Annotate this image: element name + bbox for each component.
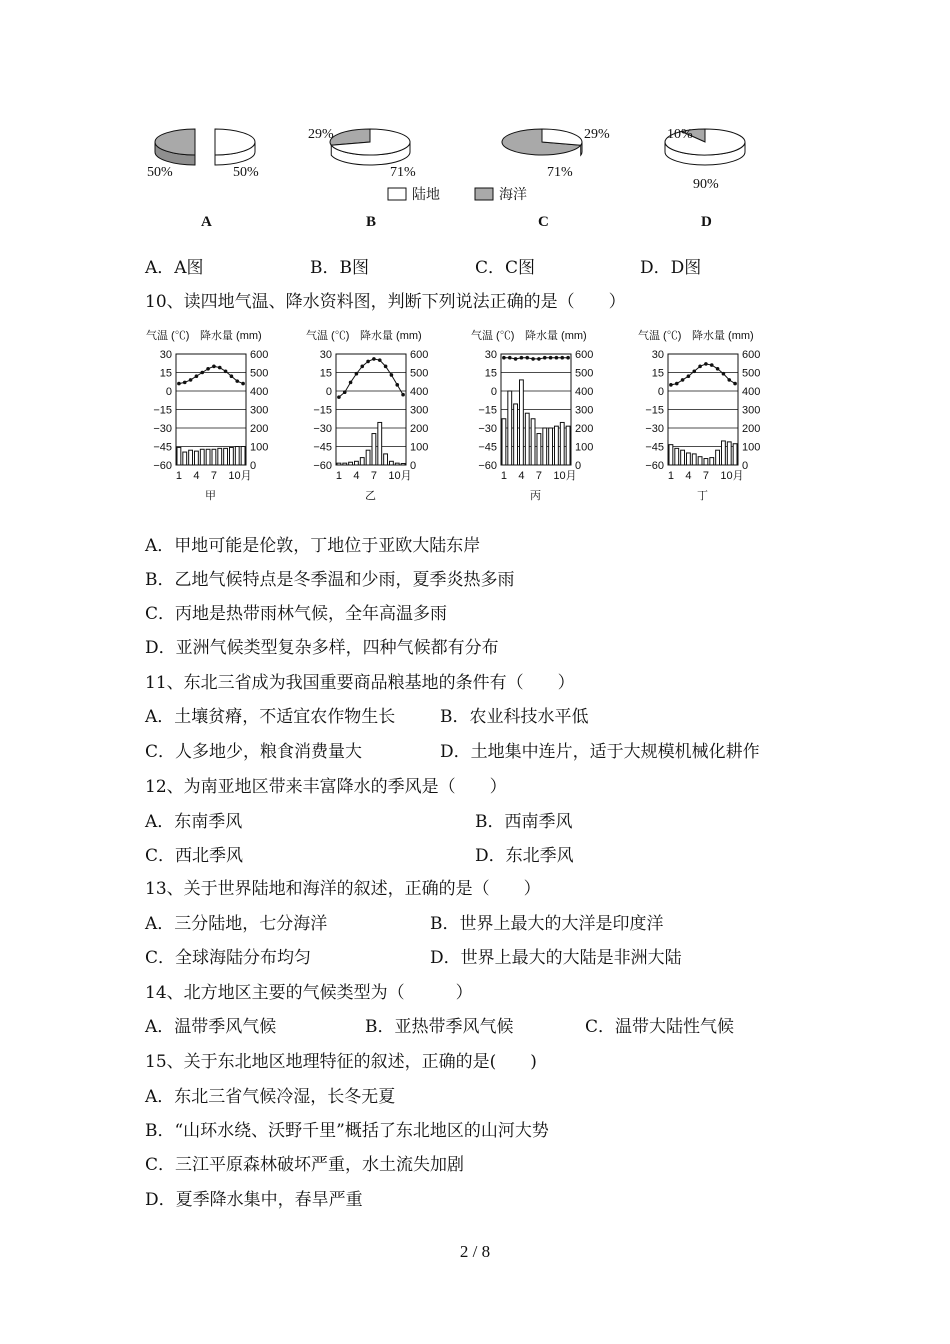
temp-point bbox=[722, 372, 726, 376]
pie-percent-label: 71% bbox=[390, 165, 416, 180]
q15-option-d: D．夏季降水集中，春旱严重 bbox=[145, 1190, 363, 1210]
precip-tick-label: 100 bbox=[410, 441, 429, 454]
precip-bar bbox=[681, 450, 685, 465]
temp-point bbox=[669, 383, 673, 387]
temp-point bbox=[349, 381, 353, 385]
temp-point bbox=[343, 390, 347, 394]
precip-bar bbox=[395, 463, 399, 465]
precip-tick-label: 500 bbox=[250, 367, 269, 380]
month-tick-label: 1 bbox=[175, 470, 183, 482]
temp-point bbox=[206, 367, 210, 371]
precip-tick-label: 400 bbox=[250, 386, 269, 398]
precip-bar bbox=[200, 449, 204, 465]
temp-point bbox=[520, 356, 524, 360]
temp-point bbox=[704, 362, 708, 366]
q10-option-b: B．乙地气候特点是冬季温和少雨，夏季炎热多雨 bbox=[145, 570, 515, 590]
temp-tick-label: 15 bbox=[484, 367, 497, 380]
temp-tick-label: 15 bbox=[319, 367, 332, 380]
temp-point bbox=[195, 374, 199, 378]
precip-bar bbox=[502, 419, 506, 465]
temp-point bbox=[378, 358, 382, 362]
month-tick-label: 7 bbox=[370, 470, 378, 482]
month-tick-label: 4 bbox=[518, 470, 525, 482]
precip-bar bbox=[337, 463, 341, 465]
temp-tick-label: 0 bbox=[490, 386, 497, 398]
q13-option-a: A．三分陆地，七分海洋 bbox=[145, 914, 328, 934]
month-tick-label: 7 bbox=[702, 470, 710, 482]
precip-bar bbox=[206, 449, 210, 465]
month-tick-label: 4 bbox=[193, 470, 200, 482]
precip-tick-label: 0 bbox=[250, 460, 257, 472]
temp-tick-label: −45 bbox=[313, 441, 332, 454]
temp-point bbox=[692, 369, 696, 373]
temp-point bbox=[537, 357, 541, 361]
precip-bar bbox=[230, 447, 234, 465]
q9-option-b: B．B图 bbox=[310, 258, 369, 278]
temp-tick-label: 0 bbox=[325, 386, 332, 398]
temp-point bbox=[360, 365, 364, 369]
precip-bar bbox=[390, 461, 394, 465]
precip-tick-label: 200 bbox=[410, 423, 429, 435]
temp-tick-label: −15 bbox=[313, 404, 332, 417]
q12-option-a: A．东南季风 bbox=[145, 812, 243, 832]
q14-stem: 14、北方地区主要的气候类型为（ ） bbox=[145, 983, 473, 1003]
q15-option-b: B．“山环水绕、沃野千里”概括了东北地区的山河大势 bbox=[145, 1121, 549, 1141]
month-tick-label: 1 bbox=[335, 470, 343, 482]
precip-bar bbox=[189, 450, 193, 465]
precip-bar bbox=[372, 434, 376, 465]
temp-tick-label: −60 bbox=[153, 460, 172, 472]
temp-point bbox=[337, 395, 341, 399]
temp-point bbox=[687, 374, 691, 378]
month-tick-label: 7 bbox=[210, 470, 218, 482]
temp-point bbox=[531, 357, 535, 361]
pie-land-slice bbox=[542, 129, 582, 145]
q13-option-d: D．世界上最大的大陆是非洲大陆 bbox=[430, 948, 682, 968]
precip-tick-label: 300 bbox=[410, 404, 429, 417]
temp-point bbox=[390, 373, 394, 377]
precip-bar bbox=[669, 445, 673, 465]
temp-point bbox=[212, 365, 216, 369]
precip-bar bbox=[549, 428, 553, 465]
pie-percent-label: 71% bbox=[547, 165, 573, 180]
pie-legend bbox=[388, 186, 527, 203]
precip-bar bbox=[360, 458, 364, 465]
precip-tick-label: 300 bbox=[250, 404, 269, 417]
precip-bar bbox=[183, 452, 187, 465]
q11-option-a: A．土壤贫瘠，不适宜农作物生长 bbox=[145, 707, 396, 727]
temp-line bbox=[179, 366, 243, 383]
legend-ocean-swatch bbox=[475, 188, 493, 200]
temp-point bbox=[675, 382, 679, 386]
precip-bar bbox=[733, 444, 737, 465]
month-tick-label: 10月 bbox=[720, 470, 744, 482]
month-tick-label: 10月 bbox=[388, 470, 412, 482]
chart-station-name: 丁 bbox=[697, 490, 708, 502]
precip-bar bbox=[543, 428, 547, 465]
precip-bar bbox=[710, 458, 714, 465]
pie-caption: A bbox=[201, 214, 212, 230]
temp-point bbox=[384, 365, 388, 369]
q10-stem: 10、读四地气温、降水资料图，判断下列说法正确的是（ ） bbox=[145, 292, 626, 312]
climate-chart-4 bbox=[638, 328, 760, 502]
temp-point bbox=[189, 378, 193, 382]
q9-option-c: C．C图 bbox=[475, 258, 536, 278]
q11-option-b: B．农业科技水平低 bbox=[440, 707, 589, 727]
temp-tick-label: −15 bbox=[645, 404, 664, 417]
precip-tick-label: 0 bbox=[410, 460, 417, 472]
precip-tick-label: 500 bbox=[742, 367, 761, 380]
temp-tick-label: 30 bbox=[484, 349, 497, 361]
temp-point bbox=[218, 366, 222, 370]
temp-axis-title: 气温 (℃) bbox=[471, 330, 515, 342]
climate-chart-2 bbox=[306, 328, 428, 502]
precip-tick-label: 400 bbox=[742, 386, 761, 398]
month-tick-label: 10月 bbox=[228, 470, 252, 482]
precip-axis-title: 降水量 (mm) bbox=[525, 330, 587, 342]
precip-bar bbox=[704, 459, 708, 465]
temp-point bbox=[710, 363, 714, 367]
temp-tick-label: 15 bbox=[651, 367, 664, 380]
q14-option-b: B．亚热带季风气候 bbox=[365, 1017, 514, 1037]
q10-option-a: A．甲地可能是伦敦，丁地位于亚欧大陆东岸 bbox=[145, 536, 481, 556]
q14-option-a: A．温带季风气候 bbox=[145, 1017, 277, 1037]
pie-chart-d bbox=[665, 127, 745, 230]
temp-tick-label: −45 bbox=[645, 441, 664, 454]
temp-point bbox=[241, 382, 245, 386]
month-tick-label: 4 bbox=[685, 470, 692, 482]
pie-percent-label: 10% bbox=[667, 127, 693, 142]
precip-bar bbox=[355, 461, 359, 465]
pie-chart-c bbox=[502, 127, 610, 230]
temp-point bbox=[224, 369, 228, 373]
pie-chart-b bbox=[308, 127, 416, 230]
land-ocean-pie-figure bbox=[130, 118, 770, 238]
precip-bar bbox=[241, 447, 245, 466]
pie-percent-label: 50% bbox=[147, 165, 173, 180]
temp-tick-label: −30 bbox=[153, 423, 172, 435]
precip-bar bbox=[727, 442, 731, 465]
precip-tick-label: 300 bbox=[742, 404, 761, 417]
precip-bar bbox=[235, 447, 239, 466]
temp-tick-label: −45 bbox=[478, 441, 497, 454]
precip-bar bbox=[555, 426, 559, 465]
precip-tick-label: 200 bbox=[742, 423, 761, 435]
temp-line bbox=[504, 358, 568, 359]
precip-tick-label: 100 bbox=[575, 441, 594, 454]
temp-line bbox=[671, 364, 735, 385]
precip-axis-title: 降水量 (mm) bbox=[692, 330, 754, 342]
q10-option-d: D．亚洲气候类型复杂多样，四种气候都有分布 bbox=[145, 638, 499, 658]
temp-point bbox=[366, 360, 370, 364]
precip-tick-label: 300 bbox=[575, 404, 594, 417]
q15-stem: 15、关于东北地区地理特征的叙述，正确的是( ) bbox=[145, 1052, 537, 1072]
precip-bar bbox=[212, 449, 216, 465]
precip-bar bbox=[675, 448, 679, 465]
pie-caption: C bbox=[538, 214, 549, 230]
temp-tick-label: −30 bbox=[478, 423, 497, 435]
temp-point bbox=[543, 356, 547, 360]
precip-tick-label: 200 bbox=[575, 423, 594, 435]
chart-station-name: 丙 bbox=[530, 490, 541, 502]
pie-caption: D bbox=[701, 214, 712, 230]
precip-tick-label: 0 bbox=[575, 460, 582, 472]
temp-tick-label: −30 bbox=[313, 423, 332, 435]
precip-bar bbox=[508, 391, 512, 465]
precip-bar bbox=[716, 450, 720, 465]
pie-percent-label: 29% bbox=[308, 127, 334, 142]
temp-tick-label: 15 bbox=[159, 367, 172, 380]
precip-tick-label: 0 bbox=[742, 460, 749, 472]
temp-point bbox=[716, 367, 720, 371]
q12-option-b: B．西南季风 bbox=[475, 812, 573, 832]
precip-tick-label: 600 bbox=[250, 349, 269, 361]
month-tick-label: 4 bbox=[353, 470, 360, 482]
chart-station-name: 甲 bbox=[205, 490, 216, 502]
precip-bar bbox=[401, 464, 405, 465]
precip-tick-label: 600 bbox=[575, 349, 594, 361]
temp-point bbox=[395, 383, 399, 387]
pie-percent-label: 50% bbox=[233, 165, 259, 180]
precip-bar bbox=[722, 441, 726, 465]
month-tick-label: 1 bbox=[667, 470, 675, 482]
chart-station-name: 乙 bbox=[365, 490, 376, 502]
precip-bar bbox=[537, 434, 541, 465]
temp-point bbox=[502, 356, 506, 360]
q10-option-c: C．丙地是热带雨林气候，全年高温多雨 bbox=[145, 604, 448, 624]
legend-land-swatch bbox=[388, 188, 406, 200]
precip-tick-label: 500 bbox=[575, 367, 594, 380]
climate-charts-figure bbox=[140, 325, 780, 510]
temp-point bbox=[508, 356, 512, 360]
temp-point bbox=[681, 378, 685, 382]
precip-bar bbox=[378, 422, 382, 465]
q11-stem: 11、东北三省成为我国重要商品粮基地的条件有（ ） bbox=[145, 673, 575, 693]
precip-bar bbox=[384, 454, 388, 465]
temp-point bbox=[698, 365, 702, 369]
q9-option-d: D．D图 bbox=[640, 258, 702, 278]
temp-axis-title: 气温 (℃) bbox=[638, 330, 682, 342]
q12-option-d: D．东北季风 bbox=[475, 846, 574, 866]
precip-axis-title: 降水量 (mm) bbox=[200, 330, 262, 342]
pie-caption: B bbox=[366, 214, 377, 230]
climate-chart-1 bbox=[146, 328, 268, 502]
temp-point bbox=[230, 374, 234, 378]
temp-point bbox=[727, 378, 731, 382]
temp-point bbox=[549, 356, 553, 360]
q11-option-c: C．人多地少，粮食消费量大 bbox=[145, 742, 363, 762]
q15-option-a: A．东北三省气候冷湿，长冬无夏 bbox=[145, 1087, 396, 1107]
temp-axis-title: 气温 (℃) bbox=[146, 330, 190, 342]
temp-tick-label: 0 bbox=[165, 386, 172, 398]
pie-percent-label: 90% bbox=[693, 177, 719, 192]
legend-ocean-label: 海洋 bbox=[499, 188, 527, 203]
temp-tick-label: −60 bbox=[645, 460, 664, 472]
precip-tick-label: 600 bbox=[410, 349, 429, 361]
temp-point bbox=[372, 357, 376, 361]
precip-tick-label: 500 bbox=[410, 367, 429, 380]
precip-tick-label: 200 bbox=[250, 423, 269, 435]
month-tick-label: 1 bbox=[500, 470, 508, 482]
pie-chart-a bbox=[147, 129, 259, 230]
page-number: 2 / 8 bbox=[459, 1242, 491, 1261]
temp-axis-title: 气温 (℃) bbox=[306, 330, 350, 342]
temp-point bbox=[566, 356, 570, 360]
precip-bar bbox=[520, 380, 524, 465]
precip-bar bbox=[692, 454, 696, 465]
temp-tick-label: −15 bbox=[478, 404, 497, 417]
legend-land-label: 陆地 bbox=[412, 188, 440, 203]
precip-bar bbox=[531, 419, 535, 465]
precip-axis-title: 降水量 (mm) bbox=[360, 330, 422, 342]
temp-tick-label: 30 bbox=[651, 349, 664, 361]
temp-line bbox=[339, 359, 403, 397]
precip-bar bbox=[224, 448, 228, 465]
q13-option-c: C．全球海陆分布均匀 bbox=[145, 948, 312, 968]
temp-point bbox=[355, 372, 359, 376]
temp-point bbox=[177, 382, 181, 386]
climate-chart-3 bbox=[471, 328, 593, 502]
q11-option-d: D．土地集中连片，适于大规模机械化耕作 bbox=[440, 742, 760, 762]
precip-bar bbox=[218, 448, 222, 465]
temp-point bbox=[200, 371, 204, 375]
precip-bar bbox=[514, 404, 518, 465]
temp-tick-label: −15 bbox=[153, 404, 172, 417]
q14-option-c: C．温带大陆性气候 bbox=[585, 1017, 735, 1037]
temp-tick-label: −60 bbox=[313, 460, 332, 472]
temp-point bbox=[555, 356, 559, 360]
precip-bar bbox=[343, 463, 347, 465]
q13-option-b: B．世界上最大的大洋是印度洋 bbox=[430, 914, 664, 934]
precip-bar bbox=[560, 422, 564, 465]
precip-bar bbox=[687, 453, 691, 465]
temp-point bbox=[401, 393, 405, 397]
precip-bar bbox=[566, 426, 570, 465]
temp-point bbox=[183, 381, 187, 385]
pie-percent-label: 29% bbox=[584, 127, 610, 142]
temp-point bbox=[733, 382, 737, 386]
month-tick-label: 7 bbox=[535, 470, 543, 482]
q12-stem: 12、为南亚地区带来丰富降水的季风是（ ） bbox=[145, 777, 507, 797]
q12-option-c: C．西北季风 bbox=[145, 846, 244, 866]
precip-bar bbox=[698, 457, 702, 465]
precip-bar bbox=[366, 450, 370, 465]
temp-point bbox=[514, 357, 518, 361]
temp-tick-label: 30 bbox=[319, 349, 332, 361]
temp-point bbox=[235, 379, 239, 383]
temp-tick-label: −60 bbox=[478, 460, 497, 472]
temp-point bbox=[525, 356, 529, 360]
q15-option-c: C．三江平原森林破坏严重，水土流失加剧 bbox=[145, 1155, 465, 1175]
temp-tick-label: 0 bbox=[657, 386, 664, 398]
precip-bar bbox=[525, 413, 529, 465]
temp-tick-label: −45 bbox=[153, 441, 172, 454]
precip-tick-label: 100 bbox=[742, 441, 761, 454]
temp-point bbox=[560, 356, 564, 360]
precip-tick-label: 600 bbox=[742, 349, 761, 361]
temp-tick-label: −30 bbox=[645, 423, 664, 435]
precip-tick-label: 400 bbox=[575, 386, 594, 398]
q9-option-a: A．A图 bbox=[145, 258, 204, 278]
precip-tick-label: 100 bbox=[250, 441, 269, 454]
temp-tick-label: 30 bbox=[159, 349, 172, 361]
precip-tick-label: 400 bbox=[410, 386, 429, 398]
month-tick-label: 10月 bbox=[553, 470, 577, 482]
q13-stem: 13、关于世界陆地和海洋的叙述，正确的是（ ） bbox=[145, 879, 541, 899]
precip-bar bbox=[349, 462, 353, 465]
precip-bar bbox=[195, 451, 199, 465]
precip-bar bbox=[177, 447, 181, 465]
